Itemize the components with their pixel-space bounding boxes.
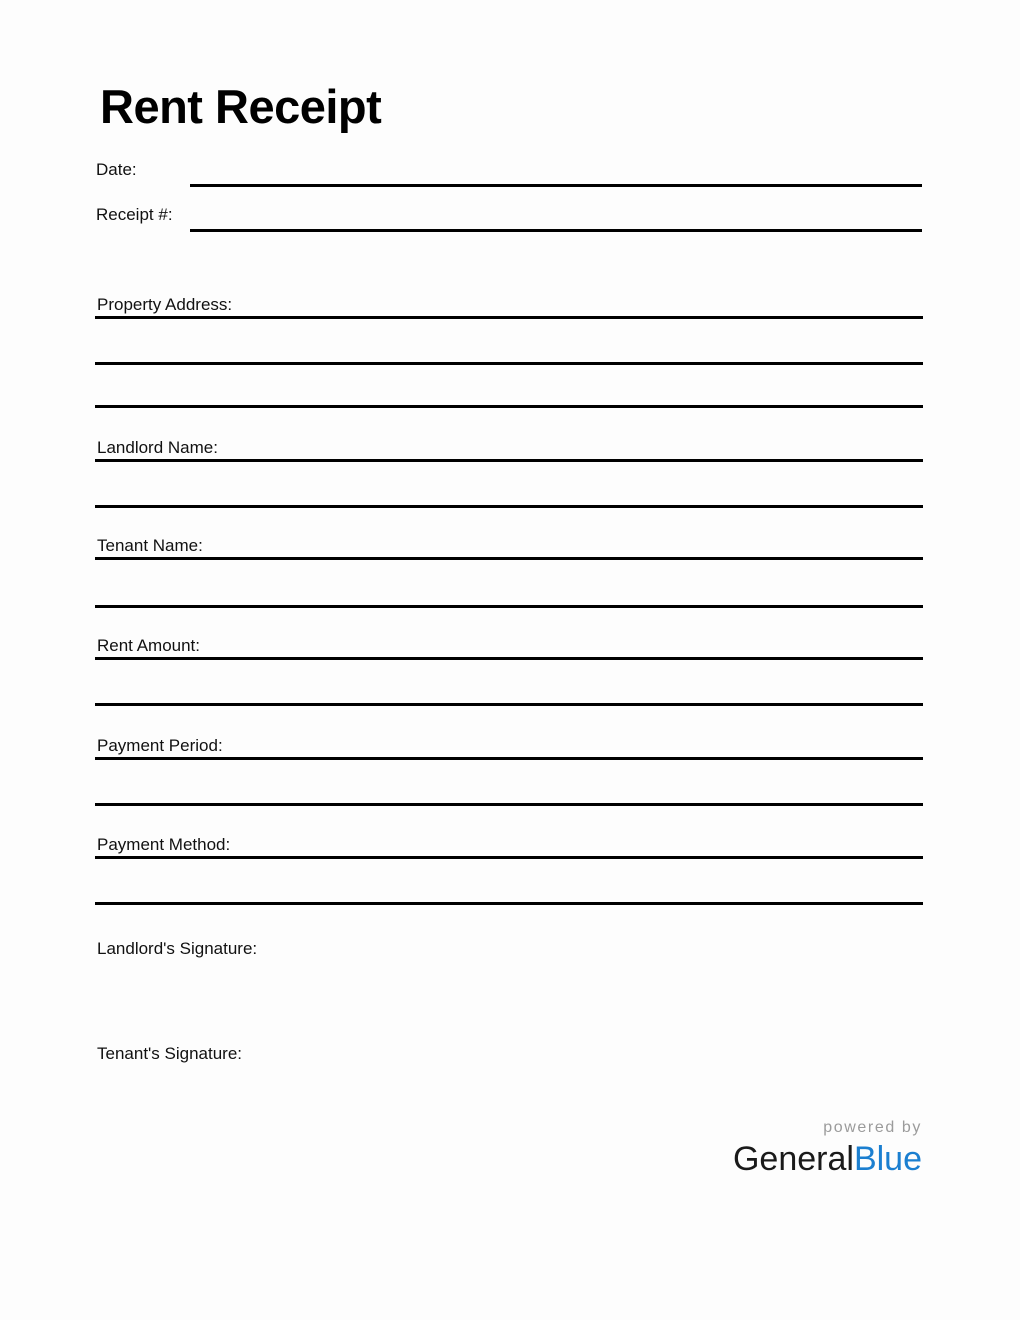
property-address-rule-3[interactable] [95,405,923,408]
logo-brand-blue: Blue [853,1140,922,1178]
payment-method-label: Payment Method: [97,835,231,854]
landlord-signature-label: Landlord's Signature: [97,939,258,958]
receipt-number-field-row [96,205,924,239]
payment-method-rule-1[interactable] [95,856,923,859]
logo-brand-general: General [732,1140,854,1178]
date-field-row [96,160,924,194]
rent-amount-label: Rent Amount: [97,636,201,655]
property-address-rule-1[interactable] [95,316,923,319]
rent-amount-rule-1[interactable] [95,657,923,660]
general-blue-logo [622,1118,922,1179]
logo-brand-name [622,1139,922,1179]
tenant-name-rule-2[interactable] [95,605,923,608]
payment-method-rule-2[interactable] [95,902,923,905]
receipt-number-field-rule[interactable] [190,229,922,232]
date-field-rule[interactable] [190,184,922,187]
landlord-name-label: Landlord Name: [97,438,218,457]
tenant-signature-label: Tenant's Signature: [97,1044,243,1063]
page-title: Rent Receipt [100,80,382,133]
rent-amount-rule-2[interactable] [95,703,923,706]
date-field-label: Date: [96,160,137,179]
payment-period-rule-1[interactable] [95,757,923,760]
landlord-name-rule-2[interactable] [95,505,923,508]
receipt-number-field-label: Receipt #: [96,205,173,224]
landlord-name-rule-1[interactable] [95,459,923,462]
payment-period-rule-2[interactable] [95,803,923,806]
tenant-name-rule-1[interactable] [95,557,923,560]
property-address-rule-2[interactable] [95,362,923,365]
tenant-name-label: Tenant Name: [97,536,203,555]
logo-powered-by-text: powered by [823,1119,922,1136]
payment-period-label: Payment Period: [97,736,223,755]
property-address-label: Property Address: [97,295,233,314]
